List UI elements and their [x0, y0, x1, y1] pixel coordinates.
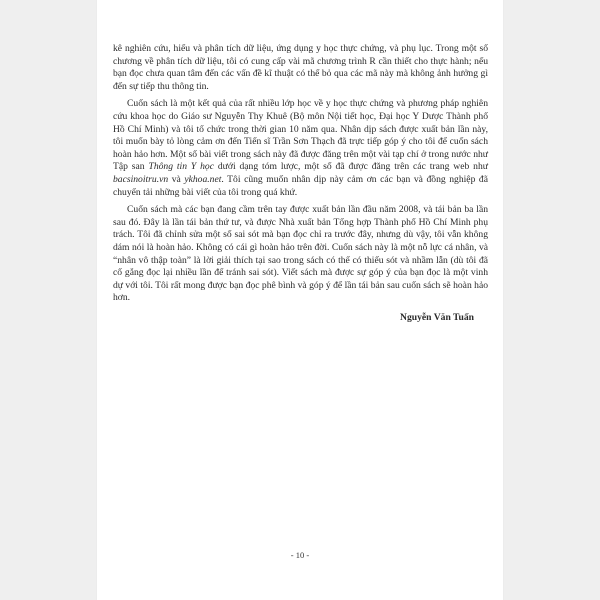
text-run: và — [168, 173, 185, 185]
italic-text: ykhoa.net — [184, 173, 222, 185]
italic-text: Thông tin Y học — [148, 161, 214, 173]
page-content — [113, 43, 488, 334]
book-page — [97, 0, 503, 600]
text-run: kê nghiên cứu, hiểu và phân tích dữ liệu, ứng dụng y học thực chứng, và phụ lục. Trong một số chương về phân tích dữ liệu, tôi có cung cấp vài mã chương trình R cần thiết cho thực hành; nếu bạn đọc chưa quan tâm đến các vấn đề kĩ thuật có thể bỏ qua các mã này mà không ảnh hưởng gì đến sự tiếp thu thông tin. — [113, 43, 488, 92]
paragraph-3 — [113, 204, 488, 305]
text-run: dưới dạng tóm lược, một số đã được đăng trên các trang web như — [213, 161, 488, 173]
author-signature: Nguyễn Văn Tuấn — [400, 311, 474, 323]
italic-text: bacsinoitru.vn — [113, 173, 169, 185]
text-run: Cuốn sách mà các bạn đang cầm trên tay được xuất bản lần đầu năm 2008, và tái bản ba lần sau đó. Đây là lần tái bản thứ tư, và được Nhà xuất bản Tổng hợp Thành phố Hồ Chí Minh phụ trách. Tôi đã chỉnh sửa một số sai sót mà bạn đọc chỉ ra trước đây, nhưng dù vậy, tôi vẫn không dám nói là hoàn hảo. Không có cái gì hoàn hảo trên đời. Cuốn sách này là một nỗ lực cá nhân, và “nhân vô thập toàn” là lời giải thích tại sao trong sách có thể có thiếu sót và nhầm lẫn (dù tôi đã cố gắng đọc lại nhiều lần để tránh sai sót). Viết sách mà được sự góp ý của bạn đọc là một vinh dự với tôi. Tôi rất mong được bạn đọc phê bình và góp ý để lần tái bản sau cuốn sách sẽ hoàn hảo hơn. — [113, 204, 488, 304]
text-run: . Tôi cũng muốn nhân dịp này cảm ơn các bạn và đồng nghiệp đã chuyển tải những bài viết của tôi trong quá khứ. — [113, 173, 488, 198]
paragraph-2 — [113, 98, 488, 199]
text-run: Cuốn sách là một kết quả của rất nhiều lớp học về y học thực chứng và phương pháp nghiên cứu khoa học do Giáo sư Nguyễn Thy Khuê (Bộ môn Nội tiết học, Đại học Y Dược Thành phố Hồ Chí Minh) và tôi tổ chức trong thời gian 10 năm qua. Nhân dịp sách được xuất bản lần này, tôi muốn bày tỏ lòng cảm ơn đến Tiến sĩ Trần Sơn Thạch đã trực tiếp góp ý cho tôi để cuốn sách hoàn hảo hơn. Một số bài viết trong sách này đã được đăng trên một vài tạp chí ở trong nước như Tập san — [113, 98, 488, 173]
paragraph-1 — [113, 43, 488, 93]
page-number: - 10 - — [290, 550, 310, 560]
